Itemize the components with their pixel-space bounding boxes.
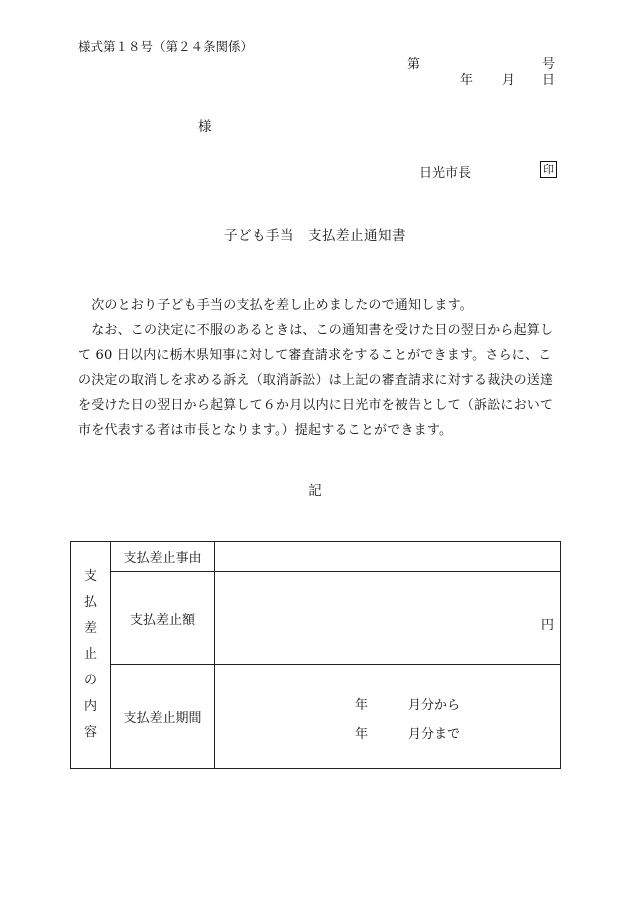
amount-unit: 円: [540, 618, 554, 633]
group-heading-char: 支: [83, 569, 97, 584]
group-heading-char: 差: [83, 621, 97, 636]
group-heading-char: の: [83, 673, 97, 688]
document-number-suffix: 号: [542, 57, 556, 72]
group-heading-char: 内: [83, 699, 97, 714]
document-number-prefix: 第: [407, 57, 421, 72]
period-end-month: 月分まで: [408, 727, 461, 742]
period-start-month: 月分から: [408, 698, 461, 713]
ki-heading: 記: [308, 483, 322, 499]
date-month: 月: [502, 73, 516, 88]
date-year: 年: [460, 73, 474, 88]
sender-title: 日光市長: [419, 166, 472, 181]
amount-value: [215, 572, 561, 665]
body-paragraph-2: なお、この決定に不服のあるときは、この通知書を受けた日の翌日から起算して 60 日以内に栃木県知事に対して審査請求をすることができます。さらに、この決定の取消しを求める訴え（取消訴訟）は上記の審査請求に対する裁決の送達を受けた日の翌日から起算して６か月以内に日光市を被告として（訴訟において市を代表する者は市長となります。）提起することができます。: [78, 323, 554, 438]
period-label: 支払差止期間: [111, 665, 215, 769]
period-end-year: 年: [355, 727, 369, 742]
addressee-honorific: 様: [198, 119, 212, 135]
group-heading: [71, 542, 111, 769]
reason-label: 支払差止事由: [111, 542, 215, 572]
group-heading-char: 止: [83, 647, 97, 662]
period-start-year: 年: [355, 698, 369, 713]
group-heading-char: 払: [83, 595, 97, 610]
form-number: 様式第１８号（第２４条関係）: [78, 39, 254, 54]
seal-mark: 印: [540, 161, 557, 178]
body-paragraph-1: 次のとおり子ども手当の支払を差し止めましたので通知します。: [78, 298, 473, 313]
document-title: 子ども手当 支払差止通知書: [224, 228, 406, 244]
period-value: [215, 665, 561, 769]
reason-value: [215, 542, 561, 572]
notice-body: [78, 293, 558, 443]
group-heading-char: 容: [83, 725, 97, 740]
amount-label: 支払差止額: [111, 572, 215, 665]
date-day: 日: [542, 73, 556, 88]
suspension-details-table: [70, 541, 561, 769]
